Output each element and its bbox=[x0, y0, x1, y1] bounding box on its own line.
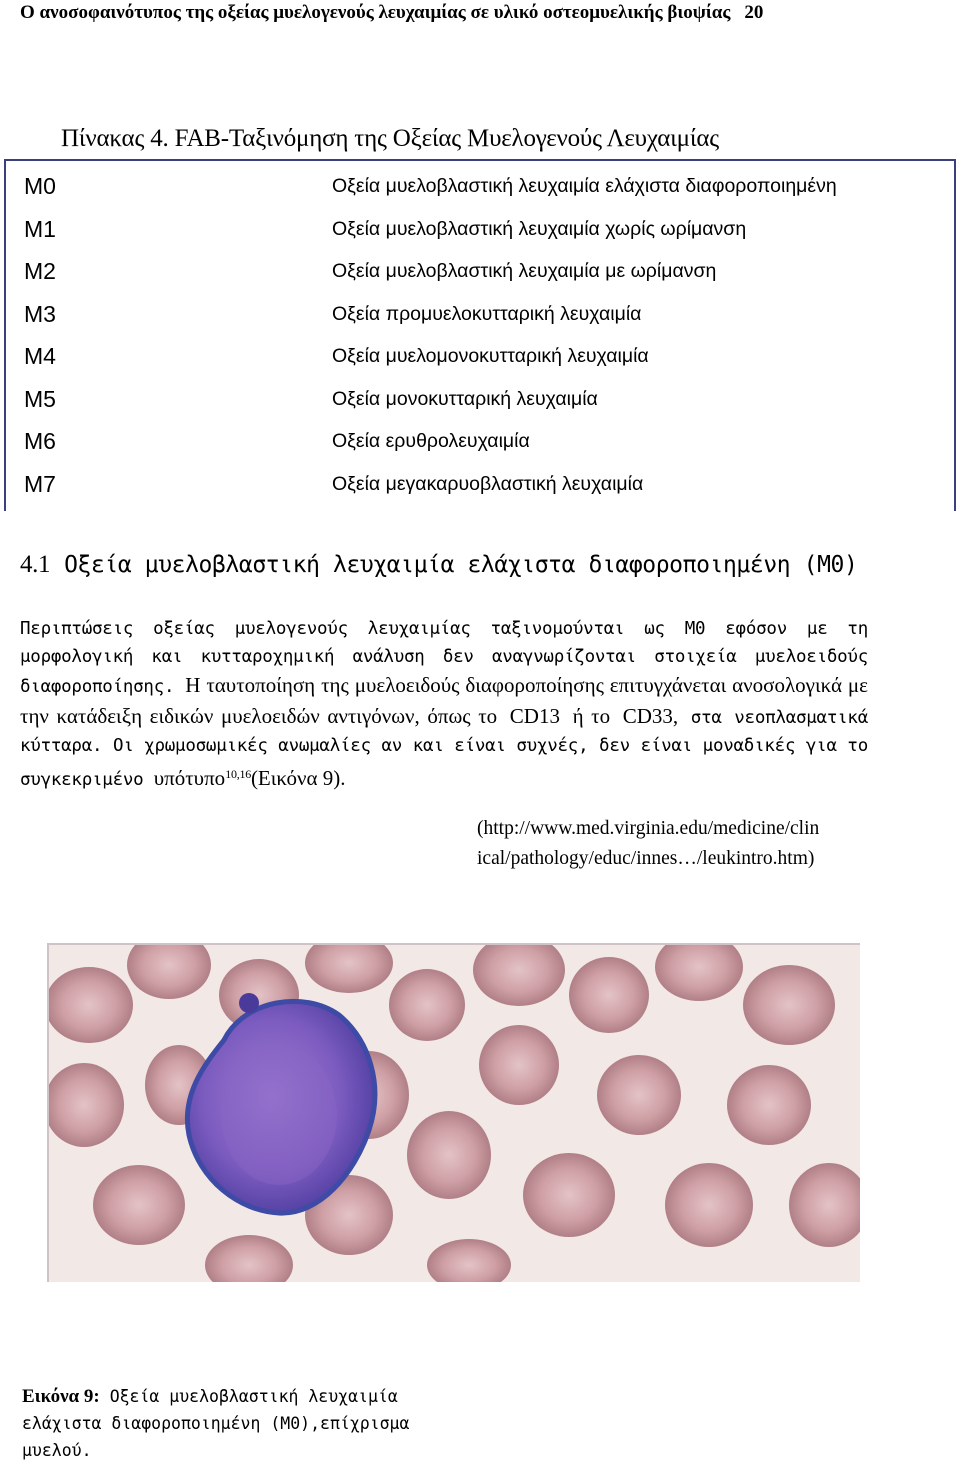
source-url bbox=[477, 814, 897, 874]
table-row bbox=[6, 301, 954, 341]
paragraph-joiner: ή το bbox=[572, 703, 611, 728]
red-blood-cell bbox=[597, 1055, 681, 1135]
body-paragraph bbox=[20, 615, 868, 794]
fab-code: M5 bbox=[24, 385, 56, 412]
cd13-marker: CD13 bbox=[509, 703, 560, 728]
cd33-marker: CD33, bbox=[622, 703, 679, 728]
fab-description: Οξεία μεγακαρυοβλαστική λευχαιμία bbox=[332, 472, 644, 495]
figure-caption-text: Οξεία μυελοβλαστική λευχαιμία ελάχιστα διαφοροποιημένη (M0),επίχρισμα μυελού. bbox=[22, 1387, 410, 1460]
table-caption: Πίνακας 4. FAB-Ταξινόμηση της Οξείας Μυελογενούς Λευχαιμίας bbox=[61, 125, 719, 152]
paragraph-last-word: υπότυπο bbox=[153, 765, 226, 790]
figure-reference: (Εικόνα 9). bbox=[250, 765, 346, 790]
fab-code: M4 bbox=[24, 343, 56, 369]
section-number: 4.1 bbox=[20, 551, 51, 578]
fab-description: Οξεία μυελοβλαστική λευχαιμία χωρίς ωρίμανση bbox=[332, 217, 747, 240]
source-url-line-2: ical/pathology/educ/innes…/leukintro.htm) bbox=[477, 848, 815, 869]
table-row bbox=[6, 173, 954, 213]
red-blood-cell bbox=[727, 1065, 811, 1145]
section-title: Οξεία μυελοβλαστική λευχαιμία ελάχιστα διαφοροποιημένη (M0) bbox=[64, 552, 858, 578]
fab-description: Οξεία προμυελοκυτταρική λευχαιμία bbox=[332, 302, 642, 325]
document-title: Ο ανοσοφαινότυπος της οξείας μυελογενούς λευχαιμίας σε υλικό οστεομυελικής βιοψίας bbox=[20, 2, 731, 23]
table-row bbox=[6, 428, 954, 468]
fab-code: M6 bbox=[24, 428, 56, 454]
red-blood-cell bbox=[407, 1111, 491, 1199]
table-row bbox=[6, 471, 954, 511]
figure-caption bbox=[22, 1383, 422, 1464]
table-row bbox=[6, 386, 954, 426]
myeloblast-nucleus bbox=[221, 1045, 337, 1185]
table-row bbox=[6, 258, 954, 298]
red-blood-cell bbox=[569, 957, 649, 1033]
running-header bbox=[20, 2, 950, 24]
red-blood-cell bbox=[479, 1025, 559, 1105]
fab-code: M0 bbox=[24, 173, 56, 199]
citation-superscript: 10,16 bbox=[225, 767, 251, 782]
fab-code: M7 bbox=[24, 470, 56, 497]
fab-code: M3 bbox=[24, 300, 56, 327]
fab-description: Οξεία μυελοβλαστική λευχαιμία με ωρίμανση bbox=[332, 260, 717, 282]
fab-description: Οξεία ερυθρολευχαιμία bbox=[332, 430, 530, 452]
red-blood-cell bbox=[49, 967, 133, 1043]
paragraph-text-a: Περιπτώσεις οξείας μυελογενούς λευχαιμίας ταξινομούνται ως M0 εφόσον με τη μορφολογική και κυτταροχημική ανάλυση δεν αναγνωρίζονται στοιχεία μυελοειδούς διαφοροποίησης. bbox=[20, 619, 868, 698]
section-heading bbox=[20, 548, 945, 582]
fab-classification-table bbox=[4, 159, 956, 511]
paragraph-text-c: στα νεοπλασματικά κύτταρα. Οι χρωμοσωμικές ανωμαλίες αν και είναι συχνές, δεν είναι μοναδικές για το συγκεκριμένο bbox=[20, 707, 868, 790]
red-blood-cell bbox=[523, 1153, 615, 1237]
red-blood-cell bbox=[665, 1163, 753, 1247]
fab-description: Οξεία μυελομονοκυτταρική λευχαιμία bbox=[332, 345, 649, 367]
blood-smear-image bbox=[49, 945, 860, 1282]
fab-code: M2 bbox=[24, 258, 56, 284]
fab-description: Οξεία μονοκυτταρική λευχαιμία bbox=[332, 387, 598, 410]
fab-description: Οξεία μυελοβλαστική λευχαιμία ελάχιστα διαφοροποιημένη bbox=[332, 175, 837, 197]
red-blood-cell bbox=[93, 1165, 185, 1245]
paragraph-text-b: Η ταυτοποίηση της μυελοειδούς διαφοροποίησης επιτυγχάνεται ανοσολογικά με την κατάδειξη ειδικών μυελοειδών αντιγόνων, όπως το bbox=[20, 673, 869, 728]
page-number: 20 bbox=[744, 2, 764, 23]
red-blood-cell bbox=[389, 969, 465, 1041]
figure-label: Εικόνα 9: bbox=[22, 1386, 100, 1407]
source-url-line-1: (http://www.med.virginia.edu/medicine/clin bbox=[477, 818, 820, 839]
micrograph-figure bbox=[47, 943, 860, 1282]
platelet bbox=[239, 993, 259, 1013]
table-row bbox=[6, 343, 954, 383]
red-blood-cell bbox=[743, 965, 835, 1045]
table-row bbox=[6, 216, 954, 256]
fab-code: M1 bbox=[24, 215, 56, 242]
